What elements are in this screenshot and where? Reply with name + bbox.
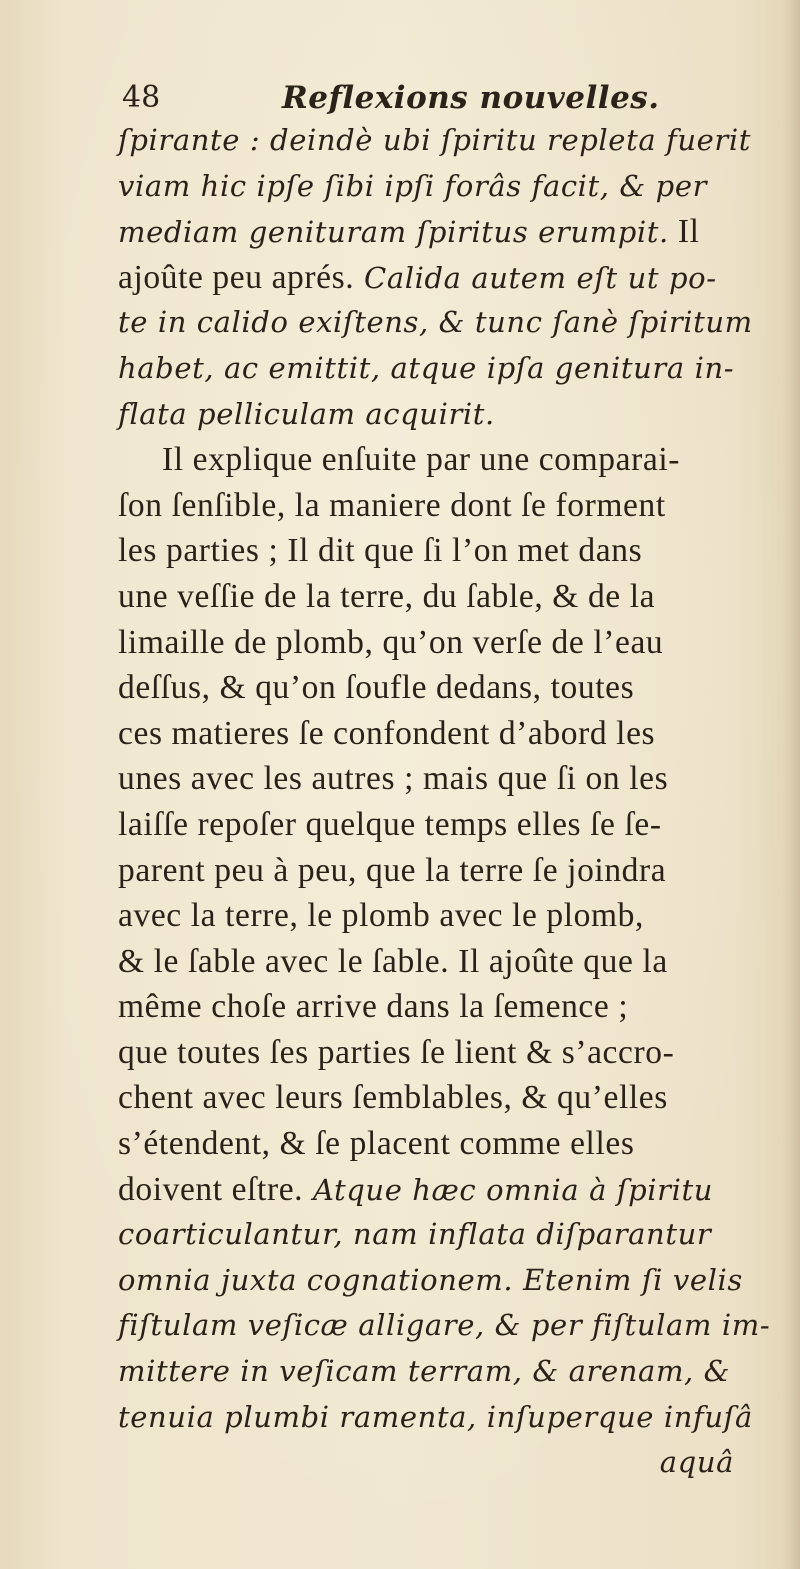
text-line-content: Il explique enſuite par une comparai- [162, 441, 680, 479]
text-line [118, 1167, 768, 1213]
text-line-content: habet, ac emittit, atque ipſa genitura in- [118, 350, 735, 385]
text-line-content: omnia juxta cognationem. Etenim ſi velis [118, 1262, 743, 1297]
text-line-content: ſon ſenſible, la maniere dont ſe forment [118, 486, 666, 524]
text-line [118, 437, 768, 483]
text-line [118, 848, 768, 894]
text-line-content: viam hic ipſe ſibi ipſi forâs facit, & per [118, 168, 708, 203]
text-line [118, 528, 768, 574]
text-line-content: doivent eſtre. [118, 1170, 304, 1208]
text-line [118, 756, 768, 802]
text-line [118, 209, 768, 255]
text-line-content: chent avec leurs ſemblables, & qu’elles [118, 1079, 668, 1117]
text-line-content: mediam genituram ſpiritus erumpit. [118, 215, 669, 250]
text-line-content: deſſus, & qu’on ſoufle dedans, toutes [118, 669, 635, 707]
text-line-content: même choſe arrive dans la ſemence ; [118, 988, 629, 1026]
text-line-content: te in calido exiſtens, & tunc ſanè ſpiritum [118, 305, 753, 340]
text-line-tail: Calida autem eſt ut po- [354, 260, 717, 295]
text-line [118, 802, 768, 848]
text-line [118, 164, 768, 210]
text-line-content: ces matieres ſe confondent d’abord les [118, 714, 656, 752]
page-edge-shadow [782, 0, 800, 1569]
text-line [118, 1349, 768, 1395]
text-line-content: ſpirante : deindè ubi ſpiritu repleta fuerit [118, 123, 751, 157]
text-line-content: avec la terre, le plomb avec le plomb, [118, 897, 645, 935]
text-line [118, 1258, 768, 1304]
running-title: Reflexions nouvelles. [282, 80, 660, 116]
catchword: aquâ [659, 1445, 734, 1480]
text-line-content: flata pelliculam acquirit. [118, 396, 495, 431]
text-line-content: & le ſable avec le ſable. Il ajoûte que la [118, 942, 668, 980]
text-line-content: parent peu à peu, que la terre ſe joindra [118, 851, 667, 889]
text-line-content: s’étendent, & ſe placent comme elles [118, 1125, 635, 1163]
text-line [118, 118, 768, 164]
text-line-tail: Il [668, 213, 700, 251]
page-header [122, 76, 682, 120]
text-line [118, 1395, 768, 1441]
text-line-content: unes avec les autres ; mais que ſi on les [118, 760, 669, 798]
text-line-content: ajoûte peu aprés. [118, 258, 355, 296]
text-line [118, 939, 768, 985]
text-line-tail: Atque hæc omnia à ſpiritu [303, 1172, 714, 1207]
text-line [118, 893, 768, 939]
text-line-content: mittere in veſicam terram, & arenam, & [118, 1354, 731, 1389]
text-line [118, 574, 768, 620]
page-number: 48 [122, 80, 161, 115]
text-line-content: limaille de plomb, qu’on verſe de l’eau [118, 623, 664, 661]
text-line-content: laiſſe repoſer quelque temps elles ſe ſe- [118, 805, 662, 843]
text-line [118, 300, 768, 346]
text-line-content: fiſtulam veſicæ alligare, & per fiſtulam im- [118, 1308, 771, 1343]
text-line [118, 711, 768, 757]
text-line [118, 255, 768, 301]
text-line-content: une veſſie de la terre, du ſable, & de la [118, 577, 656, 615]
text-line-content: les parties ; Il dit que ſi l’on met dans [118, 532, 643, 570]
text-line-content: tenuia plumbi ramenta, inſuperque infuſâ [118, 1399, 753, 1434]
text-line [118, 1121, 768, 1167]
text-line [118, 1075, 768, 1121]
text-line [118, 346, 768, 392]
text-line [118, 1030, 768, 1076]
body-text [118, 118, 771, 1486]
text-line [118, 1303, 771, 1349]
text-line [118, 620, 768, 666]
text-line [118, 984, 768, 1030]
text-line-content: que toutes ſes parties ſe lient & s’accro- [118, 1033, 675, 1071]
text-line [118, 1212, 768, 1258]
text-line [118, 483, 768, 529]
text-line-content: coarticulantur, nam inflata diſparantur [118, 1217, 712, 1252]
text-line [118, 665, 768, 711]
text-line [118, 392, 768, 438]
